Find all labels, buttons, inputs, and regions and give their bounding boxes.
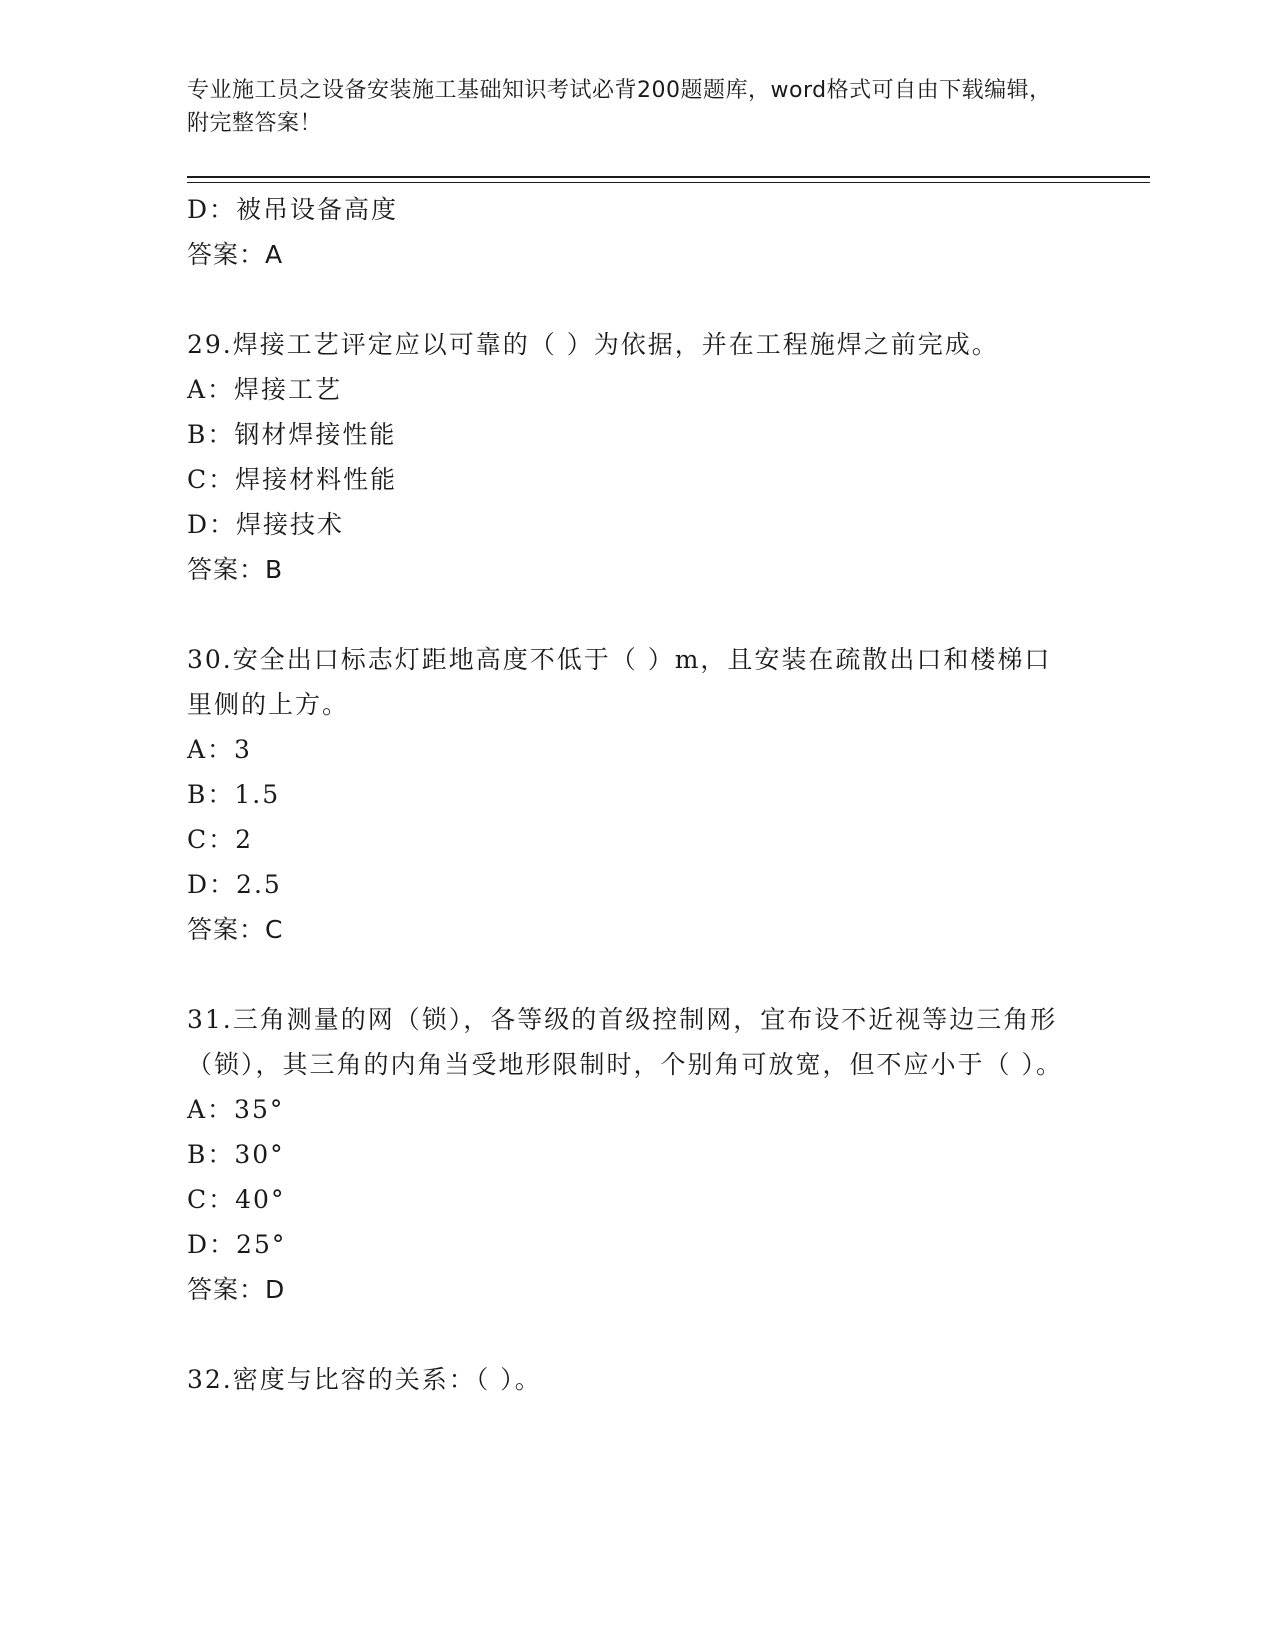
question-stem-30: 30.安全出口标志灯距地高度不低于（ ）m，且安装在疏散出口和楼梯口里侧的上方。: [187, 645, 1052, 719]
option-a: A：35°: [187, 1095, 285, 1124]
option-c: C：40°: [187, 1185, 286, 1214]
option-d: D：2.5: [187, 870, 282, 899]
spacer: [187, 952, 1067, 997]
answer-line: 答案：B: [187, 555, 284, 584]
option-a: A：3: [187, 735, 252, 764]
question-stem-32: 32.密度与比容的关系：（ ）。: [187, 1365, 542, 1394]
answer-line: 答案：D: [187, 1275, 286, 1304]
answer-line: 答案：C: [187, 915, 284, 944]
spacer: [187, 1312, 1067, 1357]
option-d: D：25°: [187, 1230, 287, 1259]
option-d: D：被吊设备高度: [187, 195, 399, 224]
page-header: [187, 74, 1067, 140]
question-list: [187, 187, 1067, 1402]
option-b: B：1.5: [187, 780, 281, 809]
option-a: A：焊接工艺: [187, 375, 343, 404]
option-b: B：30°: [187, 1140, 285, 1169]
question-stem-31: 31.三角测量的网（锁），各等级的首级控制网，宜布设不近视等边三角形（锁），其三角的内角当受地形限制时，个别角可放宽，但不应小于（ ）。: [187, 1005, 1063, 1079]
option-b: B：钢材焊接性能: [187, 420, 397, 449]
header-title: 专业施工员之设备安装施工基础知识考试必背200题题库，word格式可自由下载编辑，附完整答案！: [187, 78, 1052, 136]
spacer: [187, 277, 1067, 322]
option-d: D：焊接技术: [187, 510, 345, 539]
option-c: C：焊接材料性能: [187, 465, 398, 494]
header-divider: [187, 176, 1150, 183]
question-stem-29: 29.焊接工艺评定应以可靠的（ ）为依据，并在工程施焊之前完成。: [187, 330, 999, 359]
option-c: C：2: [187, 825, 254, 854]
answer-line: 答案：A: [187, 240, 284, 269]
spacer: [187, 592, 1067, 637]
